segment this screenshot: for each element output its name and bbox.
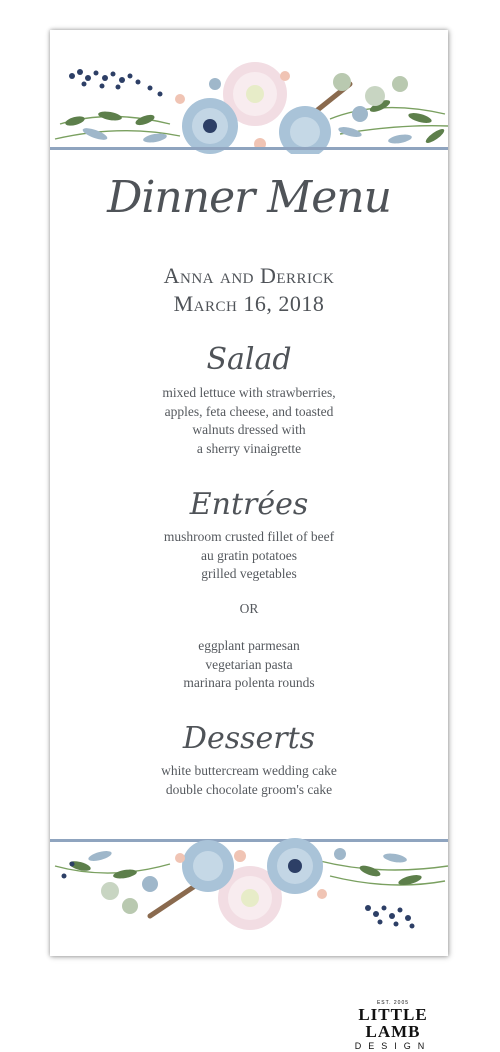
menu-line: marinara polenta rounds: [183, 675, 315, 690]
dessert-items: [50, 762, 448, 799]
menu-line: walnuts dressed with: [192, 422, 306, 437]
menu-line: a sherry vinaigrette: [196, 440, 302, 456]
menu-line: au gratin potatoes: [201, 547, 297, 563]
menu-line: double chocolate groom's cake: [165, 781, 333, 797]
event-date: March 16, 2018: [173, 291, 325, 316]
logo-established: EST. 2005: [376, 1000, 410, 1006]
menu-line: vegetarian pasta: [205, 656, 293, 672]
menu-line: grilled vegetables: [201, 566, 297, 581]
menu-line: eggplant parmesan: [198, 638, 300, 653]
logo-name: LITTLE LAMB: [358, 1005, 428, 1041]
menu-line: mixed lettuce with strawberries,: [162, 385, 336, 400]
entree-items: [50, 528, 448, 584]
top-rule: [50, 147, 448, 150]
floral-top-border: [50, 54, 448, 154]
entree-alternate-items: [50, 637, 448, 693]
salad-items: [50, 384, 448, 458]
little-lamb-logo: [338, 1000, 448, 1052]
logo-sub: DESIGN: [354, 1041, 432, 1051]
section-title-desserts: Desserts: [182, 721, 316, 756]
menu-line: white buttercream wedding cake: [161, 763, 337, 778]
floral-bottom-border: [50, 836, 448, 936]
menu-line: apples, feta cheese, and toasted: [164, 403, 334, 419]
menu-title: Dinner Menu: [107, 172, 391, 223]
entree-divider: OR: [239, 601, 259, 616]
section-title-entrees: Entrées: [189, 487, 309, 522]
menu-line: mushroom crusted fillet of beef: [163, 529, 335, 544]
section-title-salad: Salad: [206, 342, 292, 377]
menu-card: [50, 30, 448, 956]
couple-names: Anna and Derrick: [163, 263, 335, 288]
